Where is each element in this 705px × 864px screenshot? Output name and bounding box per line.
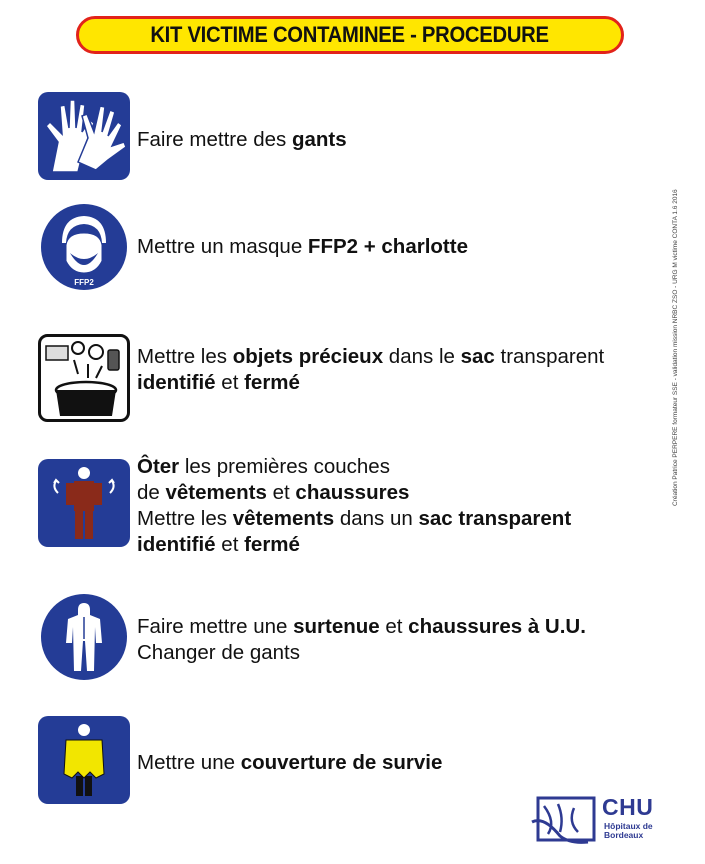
gloves-icon <box>38 92 130 180</box>
step-line: identifié et fermé <box>137 371 300 394</box>
step-6-text <box>137 750 442 776</box>
step-4-text <box>137 454 571 558</box>
step-line: de vêtements et chaussures <box>137 481 410 504</box>
step-line: Changer de gants <box>137 641 300 664</box>
step-line: Faire mettre une surtenue et chaussures à U.U. <box>137 615 586 638</box>
chu-logo <box>530 792 660 850</box>
logo-subtitle: Hôpitaux de Bordeaux <box>604 821 653 840</box>
title-banner <box>76 16 624 54</box>
valuables-bag-icon <box>38 334 130 422</box>
step-2-text <box>137 234 468 260</box>
step-line: Faire mettre des gants <box>137 128 347 151</box>
step-line: Ôter les premières couches <box>137 455 390 478</box>
undress-icon <box>38 459 130 547</box>
ffp2-mask-icon <box>38 203 130 291</box>
side-credit: Création Patrice PERPERE formateur SSE - validation mission NRBC ZSO - URG M victime CONTA 1.6 2016 <box>672 189 679 506</box>
logo-text: CHU <box>602 794 654 820</box>
step-line: Mettre une couverture de survie <box>137 751 443 774</box>
step-line: Mettre les vêtements dans un sac transparent <box>137 507 572 530</box>
step-line: identifié et fermé <box>137 533 300 556</box>
survival-blanket-icon <box>38 716 130 804</box>
chu-emblem-icon <box>530 792 600 848</box>
coverall-icon <box>38 593 130 681</box>
step-line: Mettre les objets précieux dans le sac transparent <box>137 345 605 368</box>
step-5-text <box>137 614 586 666</box>
step-1-text <box>137 127 347 153</box>
step-3-text <box>137 344 604 396</box>
ffp2-icon-label: FFP2 <box>74 278 94 287</box>
step-line: Mettre un masque FFP2 + charlotte <box>137 235 468 258</box>
page-title: KIT VICTIME CONTAMINEE - PROCEDURE <box>150 22 550 47</box>
